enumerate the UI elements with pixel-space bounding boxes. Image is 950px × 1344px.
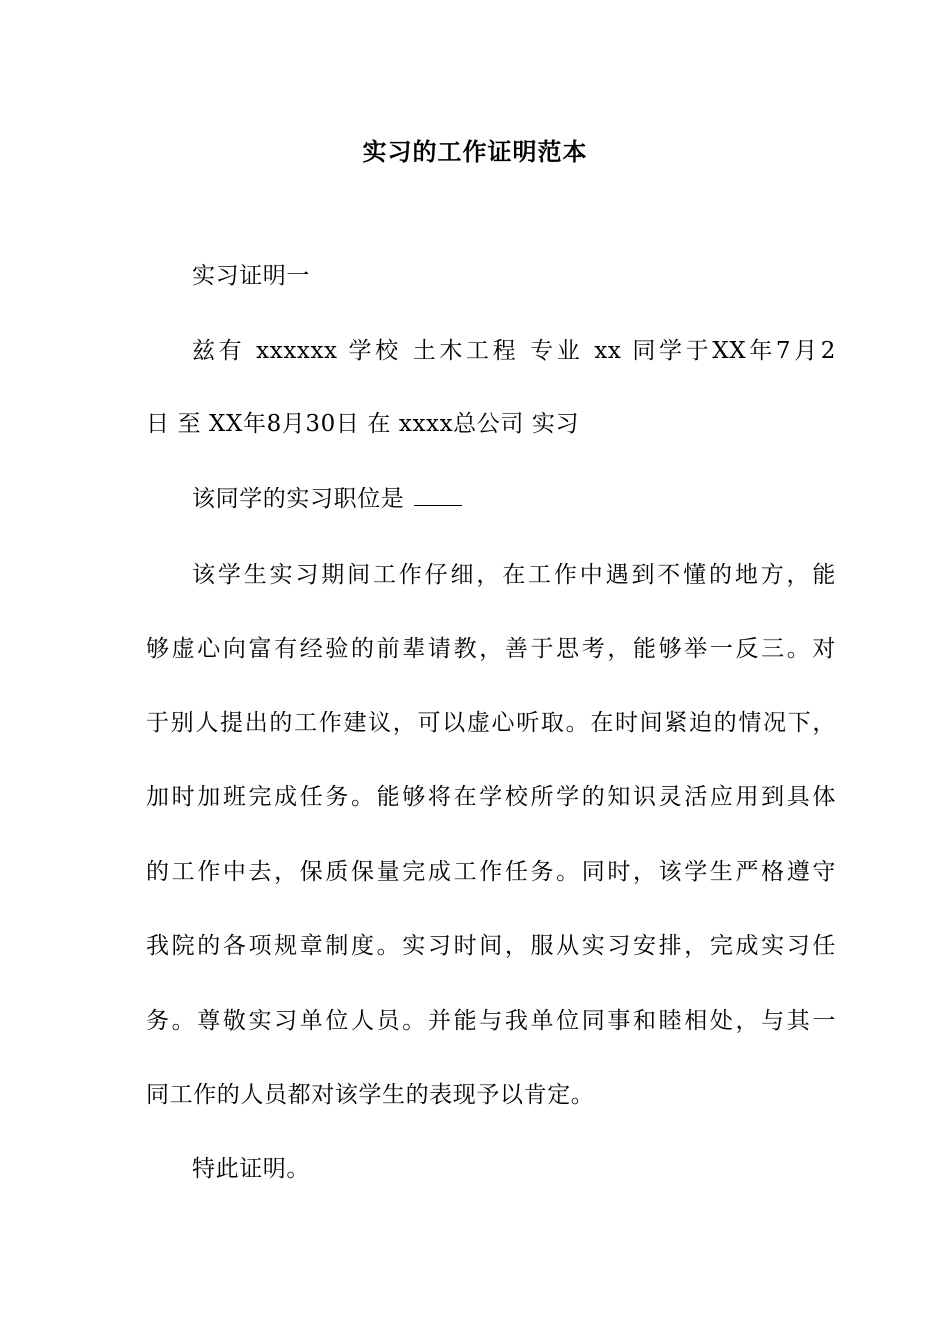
body-line: 我院的各项规章制度。实习时间，服从实习安排，完成实习任 [146,933,836,959]
position-blank [414,483,462,506]
intro-line-2: 日 至 XX年8月30日 在 xxxx总公司 实习 [146,411,580,437]
position-label: 该同学的实习职位是 [192,486,405,512]
body-line: 务。尊敬实习单位人员。并能与我单位同事和睦相处，与其一 [146,1008,836,1034]
closing-line: 特此证明。 [192,1156,310,1182]
body-line: 同工作的人员都对该学生的表现予以肯定。 [146,1082,595,1108]
intro-line-1: 兹有 xxxxxx 学校 土木工程 专业 xx 同学于XX年7月2 [192,338,836,364]
position-line [192,481,836,517]
document-title: 实习的工作证明范本 [362,137,588,166]
body-line: 够虚心向富有经验的前辈请教，善于思考，能够举一反三。对 [146,636,836,662]
section-heading: 实习证明一 [192,263,310,289]
body-line: 的工作中去，保质保量完成工作任务。同时，该学生严格遵守 [146,859,836,885]
body-line: 该学生实习期间工作仔细，在工作中遇到不懂的地方，能 [192,562,836,588]
body-line: 加时加班完成任务。能够将在学校所学的知识灵活应用到具体 [146,784,836,810]
body-line: 于别人提出的工作建议，可以虚心听取。在时间紧迫的情况下， [146,710,836,736]
